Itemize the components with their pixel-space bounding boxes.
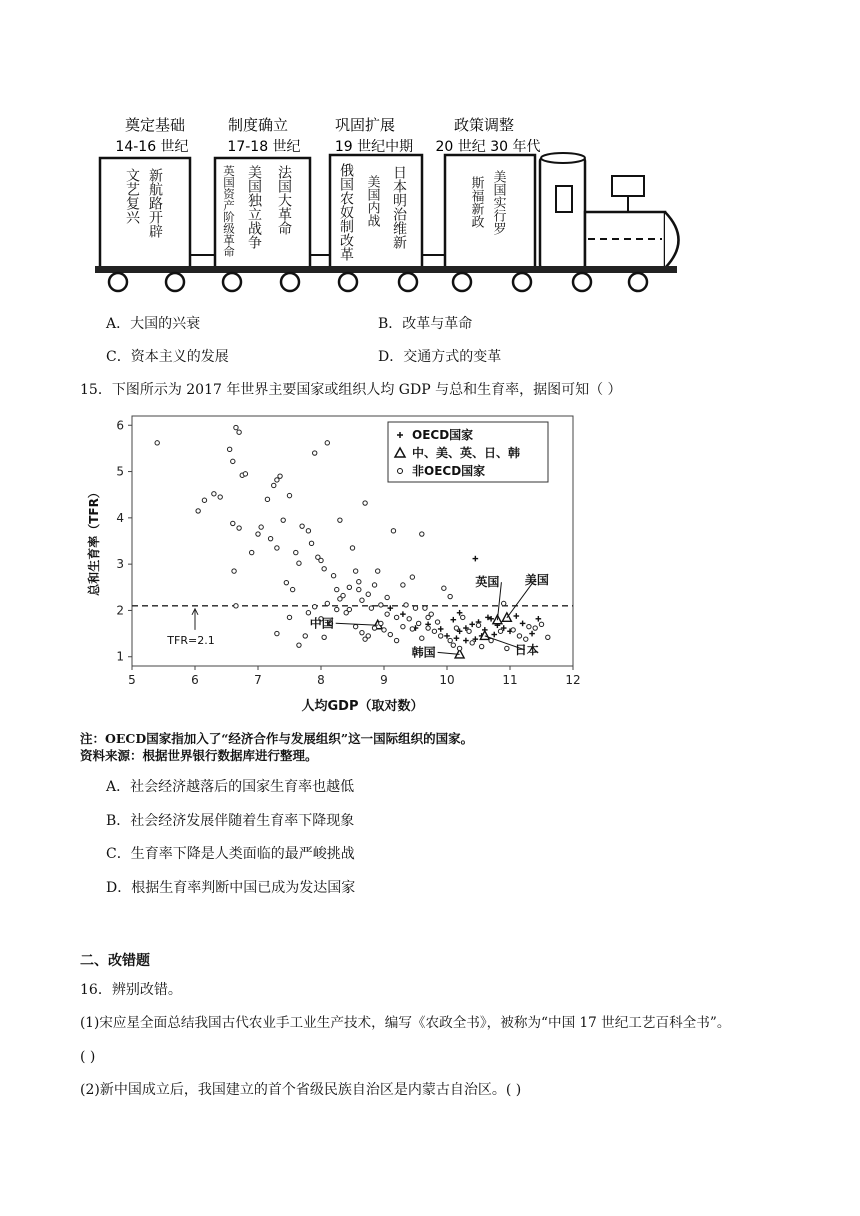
non-oecd-point: [338, 518, 342, 522]
q16-part-1: (1)宋应星全面总结我国古代农业手工业生产技术，编写《农政全书》，被称为“中国 17 世纪工艺百科全书”。: [80, 1015, 731, 1031]
non-oecd-point: [416, 621, 420, 625]
q15-stem: 15．下图所示为 2017 年世界主要国家或组织人均 GDP 与总和生育率，据图可知（ ）: [80, 382, 622, 398]
tfr-label: TFR=2.1: [167, 633, 215, 647]
non-oecd-point: [423, 606, 427, 610]
car-4-item-1: 美国实行罗: [490, 170, 506, 235]
non-oecd-point: [511, 628, 515, 632]
x-tick-label: 6: [191, 673, 199, 687]
non-oecd-point: [227, 447, 231, 451]
non-oecd-point: [524, 637, 528, 641]
q16-stem: 16．辨别改错。: [80, 982, 182, 998]
non-oecd-point: [300, 524, 304, 528]
non-oecd-point: [353, 569, 357, 573]
non-oecd-point: [234, 425, 238, 429]
non-oecd-point: [297, 561, 301, 565]
non-oecd-point: [413, 606, 417, 610]
x-tick-label: 5: [128, 673, 136, 687]
non-oecd-point: [360, 598, 364, 602]
oecd-point: [457, 610, 463, 616]
q15-option-a[interactable]: A．社会经济越落后的国家生育率也越低: [106, 779, 355, 795]
non-oecd-point: [338, 597, 342, 601]
non-oecd-point: [401, 583, 405, 587]
annotation-label: 韩国: [411, 645, 436, 660]
non-oecd-point: [259, 525, 263, 529]
non-oecd-point: [461, 615, 465, 619]
y-tick-label: 5: [116, 464, 124, 479]
legend-label: OECD国家: [412, 428, 474, 442]
non-oecd-point: [237, 526, 241, 530]
non-oecd-point: [256, 532, 260, 536]
non-oecd-point: [366, 592, 370, 596]
non-oecd-point: [218, 495, 222, 499]
non-oecd-point: [429, 612, 433, 616]
car-2-item-2: 美国独立战争: [246, 165, 262, 249]
non-oecd-point: [546, 635, 550, 639]
non-oecd-point: [309, 541, 313, 545]
oecd-point: [529, 631, 535, 637]
train-diagram: [0, 0, 860, 310]
non-oecd-point: [322, 567, 326, 571]
oecd-point: [451, 617, 457, 623]
non-oecd-point: [335, 607, 339, 611]
y-tick-label: 4: [116, 510, 124, 525]
non-oecd-point: [420, 532, 424, 536]
q15-source: 资料来源：根据世界银行数据库进行整理。: [80, 748, 318, 763]
non-oecd-point: [155, 441, 159, 445]
non-oecd-point: [470, 641, 474, 645]
non-oecd-point: [382, 628, 386, 632]
non-oecd-point: [294, 550, 298, 554]
non-oecd-point: [303, 634, 307, 638]
car-2-period: 17-18 世纪: [227, 139, 301, 155]
non-oecd-point: [353, 624, 357, 628]
oecd-point: [454, 635, 460, 641]
non-oecd-point: [360, 630, 364, 634]
non-oecd-point: [319, 558, 323, 562]
y-tick-label: 6: [116, 418, 124, 433]
non-oecd-point: [467, 629, 471, 633]
fertility-gdp-scatter-chart: [80, 408, 600, 726]
non-oecd-point: [350, 546, 354, 550]
non-oecd-point: [498, 629, 502, 633]
non-oecd-point: [410, 575, 414, 579]
non-oecd-point: [250, 550, 254, 554]
train-car-1: [100, 158, 190, 268]
non-oecd-point: [451, 643, 455, 647]
non-oecd-point: [278, 474, 282, 478]
non-oecd-point: [391, 529, 395, 533]
oecd-point: [514, 613, 520, 619]
y-tick-label: 2: [116, 603, 124, 618]
car-3-period: 19 世纪中期: [334, 139, 414, 155]
non-oecd-point: [325, 441, 329, 445]
non-oecd-point: [212, 492, 216, 496]
non-oecd-point: [376, 569, 380, 573]
non-oecd-point: [385, 595, 389, 599]
car-3-item-2: 美国内战: [364, 175, 380, 227]
legend-label: 非OECD国家: [412, 464, 486, 478]
oecd-point: [473, 556, 479, 562]
non-oecd-point: [290, 587, 294, 591]
non-oecd-point: [313, 605, 317, 609]
annotation-label: 英国: [475, 575, 500, 590]
non-oecd-point: [517, 634, 521, 638]
q16-part-2: (2)新中国成立后，我国建立的首个省级民族自治区是内蒙古自治区。( ): [80, 1082, 522, 1098]
non-oecd-point: [407, 617, 411, 621]
train-base: [95, 266, 677, 273]
x-axis-label: 人均GDP（取对数）: [301, 699, 424, 714]
non-oecd-point: [435, 620, 439, 624]
car-1-item-2: 文艺复兴: [124, 168, 140, 224]
non-oecd-point: [287, 615, 291, 619]
non-oecd-point: [281, 518, 285, 522]
non-oecd-point: [420, 636, 424, 640]
car-3-item-1: 日本明治维新: [391, 165, 407, 249]
non-oecd-point: [237, 430, 241, 434]
non-oecd-point: [347, 585, 351, 589]
non-oecd-point: [363, 501, 367, 505]
oecd-point: [520, 621, 526, 627]
q15-option-b[interactable]: B．社会经济发展伴随着生育率下降现象: [106, 813, 355, 829]
non-oecd-point: [394, 638, 398, 642]
non-oecd-point: [268, 536, 272, 540]
car-1-period: 14-16 世纪: [115, 139, 189, 155]
car-1-item-1: 新航路开辟: [147, 168, 163, 238]
y-axis-label: 总和生育率（TFR）: [87, 486, 101, 596]
non-oecd-point: [448, 638, 452, 642]
x-tick-label: 11: [502, 673, 518, 687]
non-oecd-point: [275, 546, 279, 550]
oecd-point: [444, 633, 450, 639]
q16-part-1-blank[interactable]: ( ): [80, 1049, 96, 1065]
x-tick-label: 12: [565, 673, 581, 687]
oecd-point: [536, 616, 542, 622]
x-tick-label: 10: [439, 673, 455, 687]
annotation-label: 美国: [524, 572, 549, 587]
oecd-point: [438, 626, 444, 632]
non-oecd-point: [502, 601, 506, 605]
car-2-title: 制度确立: [227, 116, 289, 134]
non-oecd-point: [284, 580, 288, 584]
non-oecd-point: [404, 603, 408, 607]
non-oecd-point: [448, 594, 452, 598]
oecd-point: [491, 632, 497, 638]
non-oecd-point: [331, 574, 335, 578]
q14-option-b[interactable]: B．改革与革命: [378, 316, 473, 332]
non-oecd-point: [394, 615, 398, 619]
car-4-period: 20 世纪 30 年代: [435, 139, 541, 155]
annotation-arrow: [438, 652, 460, 654]
q15-option-c[interactable]: C．生育率下降是人类面临的最严峻挑战: [106, 846, 355, 862]
q14-option-a[interactable]: A．大国的兴衰: [106, 316, 201, 332]
section-2-title: 二、改错题: [80, 953, 150, 969]
x-tick-label: 9: [380, 673, 388, 687]
q14-option-c[interactable]: C．资本主义的发展: [106, 349, 229, 365]
car-4-item-2: 斯福新政: [468, 176, 484, 228]
x-tick-label: 7: [254, 673, 262, 687]
q15-note: 注：OECD国家指加入了“经济合作与发展组织”这一国际组织的国家。: [80, 731, 474, 746]
non-oecd-point: [287, 493, 291, 497]
non-oecd-point: [297, 643, 301, 647]
non-oecd-point: [306, 529, 310, 533]
locomotive: [540, 153, 679, 268]
car-2-item-3: 英国资产阶级革命: [222, 165, 236, 257]
non-oecd-point: [363, 637, 367, 641]
non-oecd-point: [357, 580, 361, 584]
legend-label: 中、美、英、日、韩: [412, 446, 521, 460]
non-oecd-point: [372, 626, 376, 630]
annotation-label: 日本: [514, 642, 539, 657]
train-wheels: [109, 273, 647, 291]
non-oecd-point: [231, 459, 235, 463]
non-oecd-point: [388, 632, 392, 636]
non-oecd-point: [265, 497, 269, 501]
q14-option-d[interactable]: D．交通方式的变革: [378, 349, 502, 365]
non-oecd-point: [533, 626, 537, 630]
non-oecd-point: [357, 587, 361, 591]
oecd-point: [469, 622, 475, 628]
non-oecd-point: [476, 623, 480, 627]
non-oecd-point: [457, 646, 461, 650]
non-oecd-point: [439, 634, 443, 638]
non-oecd-point: [275, 631, 279, 635]
non-oecd-point: [369, 606, 373, 610]
non-oecd-point: [539, 622, 543, 626]
non-oecd-point: [344, 611, 348, 615]
q15-option-d[interactable]: D．根据生育率判断中国已成为发达国家: [106, 880, 356, 896]
non-oecd-point: [234, 604, 238, 608]
non-oecd-point: [379, 603, 383, 607]
non-oecd-point: [410, 627, 414, 631]
non-oecd-point: [243, 472, 247, 476]
non-oecd-point: [479, 644, 483, 648]
oecd-point: [463, 638, 469, 644]
non-oecd-point: [313, 451, 317, 455]
non-oecd-point: [527, 624, 531, 628]
non-oecd-point: [432, 629, 436, 633]
non-oecd-point: [385, 612, 389, 616]
non-oecd-point: [196, 509, 200, 513]
y-tick-label: 1: [116, 649, 124, 664]
non-oecd-point: [325, 601, 329, 605]
non-oecd-point: [505, 646, 509, 650]
oecd-point: [400, 611, 406, 617]
annotation-label: 中国: [309, 616, 334, 631]
x-tick-label: 8: [317, 673, 325, 687]
y-tick-label: 3: [116, 557, 124, 572]
car-2-item-1: 法国大革命: [276, 165, 292, 235]
chart-legend: [388, 422, 548, 482]
car-3-item-3: 俄国农奴制改革: [338, 163, 354, 261]
non-oecd-point: [322, 635, 326, 639]
non-oecd-point: [306, 611, 310, 615]
non-oecd-point: [202, 498, 206, 502]
non-oecd-point: [442, 586, 446, 590]
non-oecd-point: [372, 583, 376, 587]
car-4-title: 政策调整: [453, 116, 515, 134]
non-oecd-point: [231, 521, 235, 525]
non-oecd-point: [401, 624, 405, 628]
non-oecd-point: [454, 626, 458, 630]
car-3-title: 巩固扩展: [334, 116, 396, 134]
car-1-title: 奠定基础: [124, 116, 186, 134]
non-oecd-point: [379, 621, 383, 625]
non-oecd-point: [272, 483, 276, 487]
legend-circle: [398, 469, 403, 474]
non-oecd-point: [426, 626, 430, 630]
non-oecd-point: [232, 569, 236, 573]
non-oecd-point: [335, 587, 339, 591]
